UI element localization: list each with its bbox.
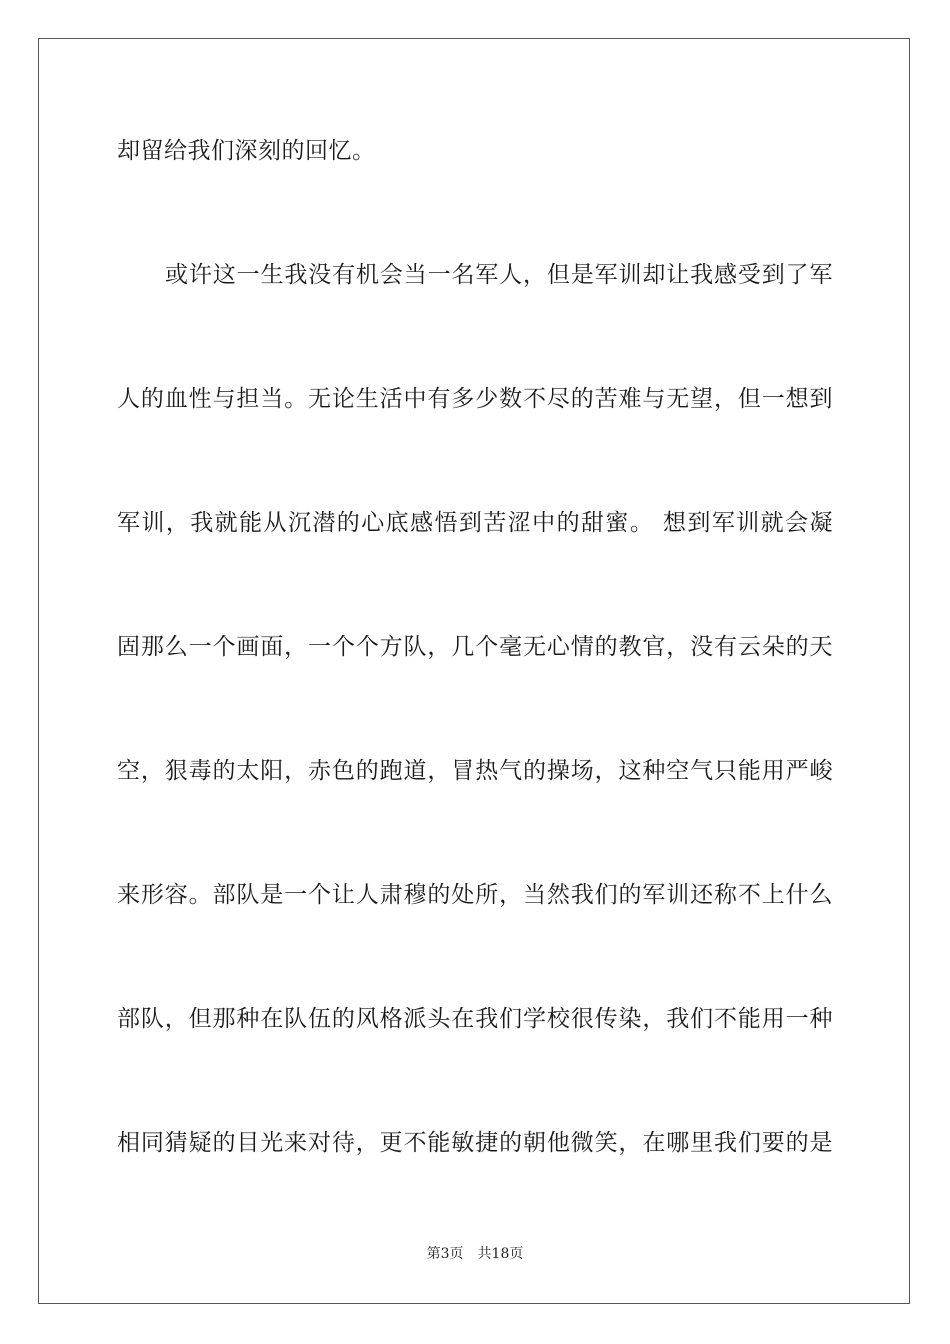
- text-line: 固那么一个画面，一个个方队，几个毫无心情的教官，没有云朵的天: [117, 634, 833, 660]
- page-border: [38, 38, 910, 1304]
- text-line: 部队，但那种在队伍的风格派头在我们学校很传染，我们不能用一种: [117, 1006, 833, 1032]
- text-line: 来形容。部队是一个让人肃穆的处所，当然我们的军训还称不上什么: [117, 882, 833, 908]
- page-number: 第3页: [426, 1246, 464, 1262]
- text-line: 或许这一生我没有机会当一名军人，但是军训却让我感受到了军: [165, 262, 833, 288]
- page-footer: [0, 1245, 950, 1263]
- page-total: 共18页: [477, 1246, 524, 1262]
- text-line: 军训，我就能从沉潜的心底感悟到苦涩中的甜蜜。 想到军训就会凝: [117, 510, 833, 536]
- text-line: 人的血性与担当。无论生活中有多少数不尽的苦难与无望，但一想到: [117, 386, 833, 412]
- text-line: 相同猜疑的目光来对待，更不能敏捷的朝他微笑，在哪里我们要的是: [117, 1130, 833, 1156]
- text-line: 空，狠毒的太阳，赤色的跑道，冒热气的操场，这种空气只能用严峻: [117, 758, 833, 784]
- text-line: 却留给我们深刻的回忆。: [117, 138, 376, 164]
